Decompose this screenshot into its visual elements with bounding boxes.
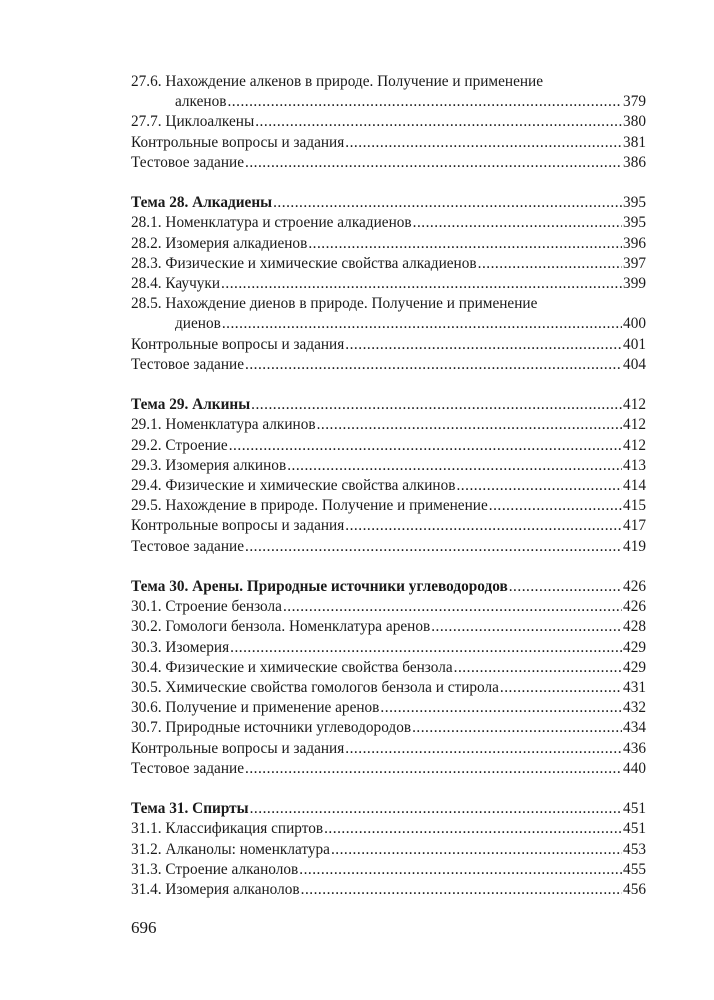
toc-entry	[131, 739, 646, 759]
toc-entry-title: Тема 29. Алкины	[131, 396, 251, 414]
toc-entry-first-line: 27.6. Нахождение алкенов в природе. Получение и применение	[131, 73, 544, 90]
dot-leader	[454, 658, 622, 678]
toc-page-number: 395	[623, 194, 646, 212]
toc-page-number: 415	[623, 497, 646, 515]
toc-page-number: 397	[623, 254, 646, 272]
toc-row	[131, 415, 646, 435]
toc-entry-title: 30.1. Строение бензола	[131, 598, 282, 616]
toc-entry	[131, 617, 646, 637]
toc-row	[131, 516, 646, 536]
toc-entry	[131, 355, 646, 375]
toc-chapter-heading	[131, 577, 646, 597]
toc-row	[131, 153, 646, 173]
toc-page-number: 414	[623, 476, 646, 494]
toc-page-number: 404	[623, 355, 646, 373]
toc-row	[131, 254, 646, 274]
toc-page-number: 419	[623, 537, 646, 555]
toc-entry-title: Контрольные вопросы и задания	[131, 739, 345, 757]
toc-page-number: 412	[623, 416, 646, 434]
toc-entry-title: 30.5. Химические свойства гомологов бензола и стирола	[131, 678, 499, 696]
dot-leader	[317, 415, 622, 435]
toc-entry-title: 28.1. Номенклатура и строение алкадиенов	[131, 214, 412, 232]
dot-leader	[456, 476, 622, 496]
toc-entry	[131, 597, 646, 617]
toc-page-number: 451	[623, 800, 646, 818]
toc-entry-title: 31.4. Изомерия алканолов	[131, 880, 300, 898]
toc-page-number: 426	[623, 598, 646, 616]
toc-entry	[131, 294, 646, 334]
toc-row	[131, 880, 646, 900]
toc-entry-title: Тема 30. Арены. Природные источники углеводородов	[131, 578, 508, 596]
toc-page-number: 400	[623, 315, 646, 333]
toc-row	[131, 496, 646, 516]
section-gap	[131, 779, 646, 799]
page-number: 696	[131, 918, 157, 937]
toc-entry-title: Контрольные вопросы и задания	[131, 335, 345, 353]
toc-entry-title: 30.3. Изомерия	[131, 638, 230, 656]
toc-entry	[131, 840, 646, 860]
toc-row	[131, 577, 646, 597]
dot-leader	[478, 254, 622, 274]
toc-page-number: 399	[623, 274, 646, 292]
dot-leader	[245, 153, 622, 173]
toc-page-number: 395	[623, 214, 646, 232]
toc-entry-title: 30.4. Физические и химические свойства бензола	[131, 658, 453, 676]
toc-entry-title: 28.4. Каучуки	[131, 274, 221, 292]
toc-entry-title: 28.2. Изомерия алкадиенов	[131, 234, 308, 252]
toc-page-number: 412	[623, 436, 646, 454]
toc-entry	[131, 880, 646, 900]
toc-entry	[131, 537, 646, 557]
toc-entry-title: 29.4. Физические и химические свойства алкинов	[131, 476, 456, 494]
toc-chapter-heading	[131, 395, 646, 415]
toc-row	[131, 92, 646, 112]
toc-row	[131, 112, 646, 132]
dot-leader	[299, 860, 622, 880]
toc-row	[131, 476, 646, 496]
table-of-contents	[131, 72, 646, 900]
dot-leader	[251, 395, 622, 415]
dot-leader	[345, 133, 622, 153]
toc-entry-title: Контрольные вопросы и задания	[131, 133, 345, 151]
toc-entry	[131, 456, 646, 476]
toc-entry-title: 29.5. Нахождение в природе. Получение и применение	[131, 497, 488, 515]
toc-row	[131, 638, 646, 658]
toc-page-number: 455	[623, 860, 646, 878]
toc-row	[131, 658, 646, 678]
dot-leader	[229, 436, 622, 456]
dot-leader	[227, 92, 622, 112]
toc-page-number: 386	[623, 153, 646, 171]
dot-leader	[301, 880, 622, 900]
toc-row	[131, 537, 646, 557]
toc-entry-title: 30.6. Получение и применение аренов	[131, 699, 380, 717]
toc-entry-title: Тема 31. Спирты	[131, 800, 249, 818]
toc-entry	[131, 213, 646, 233]
toc-entry-title: 30.7. Природные источники углеводородов	[131, 719, 412, 737]
toc-entry	[131, 698, 646, 718]
toc-entry-title: Тестовое задание	[131, 759, 244, 777]
toc-entry	[131, 759, 646, 779]
dot-leader	[380, 698, 622, 718]
toc-page-number: 429	[623, 638, 646, 656]
toc-entry	[131, 133, 646, 153]
toc-entry-title: 29.2. Строение	[131, 436, 228, 454]
toc-entry-title: 30.2. Гомологи бензола. Номенклатура аренов	[131, 618, 431, 636]
toc-page-number: 379	[623, 93, 646, 111]
toc-entry	[131, 415, 646, 435]
toc-row	[131, 193, 646, 213]
toc-entry-title: Контрольные вопросы и задания	[131, 517, 345, 535]
dot-leader	[324, 819, 622, 839]
section-gap	[131, 375, 646, 395]
dot-leader	[273, 193, 622, 213]
toc-row	[131, 840, 646, 860]
toc-row	[131, 436, 646, 456]
toc-row	[131, 335, 646, 355]
section-gap	[131, 557, 646, 577]
toc-chapter-heading	[131, 799, 646, 819]
toc-entry	[131, 516, 646, 536]
toc-row	[131, 234, 646, 254]
toc-entry	[131, 436, 646, 456]
toc-entry	[131, 638, 646, 658]
dot-leader	[222, 314, 622, 334]
toc-page-number: 413	[623, 456, 646, 474]
toc-row	[131, 314, 646, 334]
toc-entry	[131, 234, 646, 254]
toc-page-number: 432	[623, 699, 646, 717]
toc-page-number: 381	[623, 133, 646, 151]
toc-entry	[131, 718, 646, 738]
toc-entry-title: 28.3. Физические и химические свойства алкадиенов	[131, 254, 477, 272]
dot-leader	[283, 597, 622, 617]
dot-leader	[500, 678, 622, 698]
dot-leader	[245, 759, 622, 779]
dot-leader	[221, 274, 622, 294]
toc-page-number: 431	[623, 678, 646, 696]
toc-page-number: 440	[623, 759, 646, 777]
toc-entry	[131, 72, 646, 112]
toc-entry	[131, 819, 646, 839]
dot-leader	[308, 234, 622, 254]
toc-entry-title: 31.2. Алканолы: номенклатура	[131, 840, 330, 858]
dot-leader	[431, 617, 622, 637]
toc-entry-title: Тестовое задание	[131, 153, 244, 171]
toc-page-number: 451	[623, 820, 646, 838]
dot-leader	[250, 799, 622, 819]
toc-row	[131, 395, 646, 415]
dot-leader	[255, 112, 622, 132]
toc-page-number: 380	[623, 113, 646, 131]
toc-chapter-heading	[131, 193, 646, 213]
toc-entry	[131, 153, 646, 173]
dot-leader	[287, 456, 622, 476]
toc-entry-title: Тестовое задание	[131, 537, 244, 555]
dot-leader	[230, 638, 622, 658]
toc-page-number: 426	[623, 578, 646, 596]
toc-page-number: 436	[623, 739, 646, 757]
toc-entry-title: 31.1. Классификация спиртов	[131, 820, 324, 838]
toc-entry	[131, 335, 646, 355]
toc-row	[131, 597, 646, 617]
toc-entry	[131, 860, 646, 880]
toc-row	[131, 274, 646, 294]
toc-page-number: 401	[623, 335, 646, 353]
toc-entry-title: 31.3. Строение алканолов	[131, 860, 299, 878]
toc-entry	[131, 476, 646, 496]
toc-row	[131, 698, 646, 718]
toc-entry-title: Тестовое задание	[131, 355, 244, 373]
dot-leader	[489, 496, 622, 516]
dot-leader	[412, 718, 622, 738]
toc-row	[131, 739, 646, 759]
toc-entry	[131, 112, 646, 132]
toc-entry-title: 29.1. Номенклатура алкинов	[131, 416, 316, 434]
toc-row	[131, 213, 646, 233]
toc-entry	[131, 274, 646, 294]
toc-page-number: 429	[623, 658, 646, 676]
toc-row	[131, 678, 646, 698]
toc-entry-title: алкенов	[175, 93, 227, 111]
toc-row	[131, 860, 646, 880]
toc-row	[131, 355, 646, 375]
toc-entry	[131, 658, 646, 678]
toc-entry	[131, 254, 646, 274]
dot-leader	[413, 213, 622, 233]
toc-entry-title: 27.7. Циклоалкены	[131, 113, 255, 131]
dot-leader	[245, 355, 622, 375]
toc-page-number: 453	[623, 840, 646, 858]
toc-entry-title: 29.3. Изомерия алкинов	[131, 456, 287, 474]
toc-page-number: 434	[623, 719, 646, 737]
toc-row	[131, 617, 646, 637]
dot-leader	[345, 516, 622, 536]
toc-page-number: 417	[623, 517, 646, 535]
section-gap	[131, 173, 646, 193]
dot-leader	[245, 537, 622, 557]
dot-leader	[509, 577, 622, 597]
toc-entry-first-line: 28.5. Нахождение диенов в природе. Получение и применение	[131, 295, 538, 313]
toc-page-number: 456	[623, 880, 646, 898]
toc-row	[131, 819, 646, 839]
toc-entry	[131, 678, 646, 698]
dot-leader	[345, 335, 622, 355]
dot-leader	[331, 840, 622, 860]
toc-entry	[131, 496, 646, 516]
toc-entry-title: Тема 28. Алкадиены	[131, 194, 273, 212]
toc-page-number: 412	[623, 396, 646, 414]
toc-row	[131, 718, 646, 738]
toc-row	[131, 759, 646, 779]
toc-row	[131, 456, 646, 476]
toc-row	[131, 799, 646, 819]
toc-page-number: 428	[623, 618, 646, 636]
toc-row	[131, 133, 646, 153]
dot-leader	[345, 739, 622, 759]
toc-page-number: 396	[623, 234, 646, 252]
toc-entry-title: диенов	[175, 315, 221, 333]
